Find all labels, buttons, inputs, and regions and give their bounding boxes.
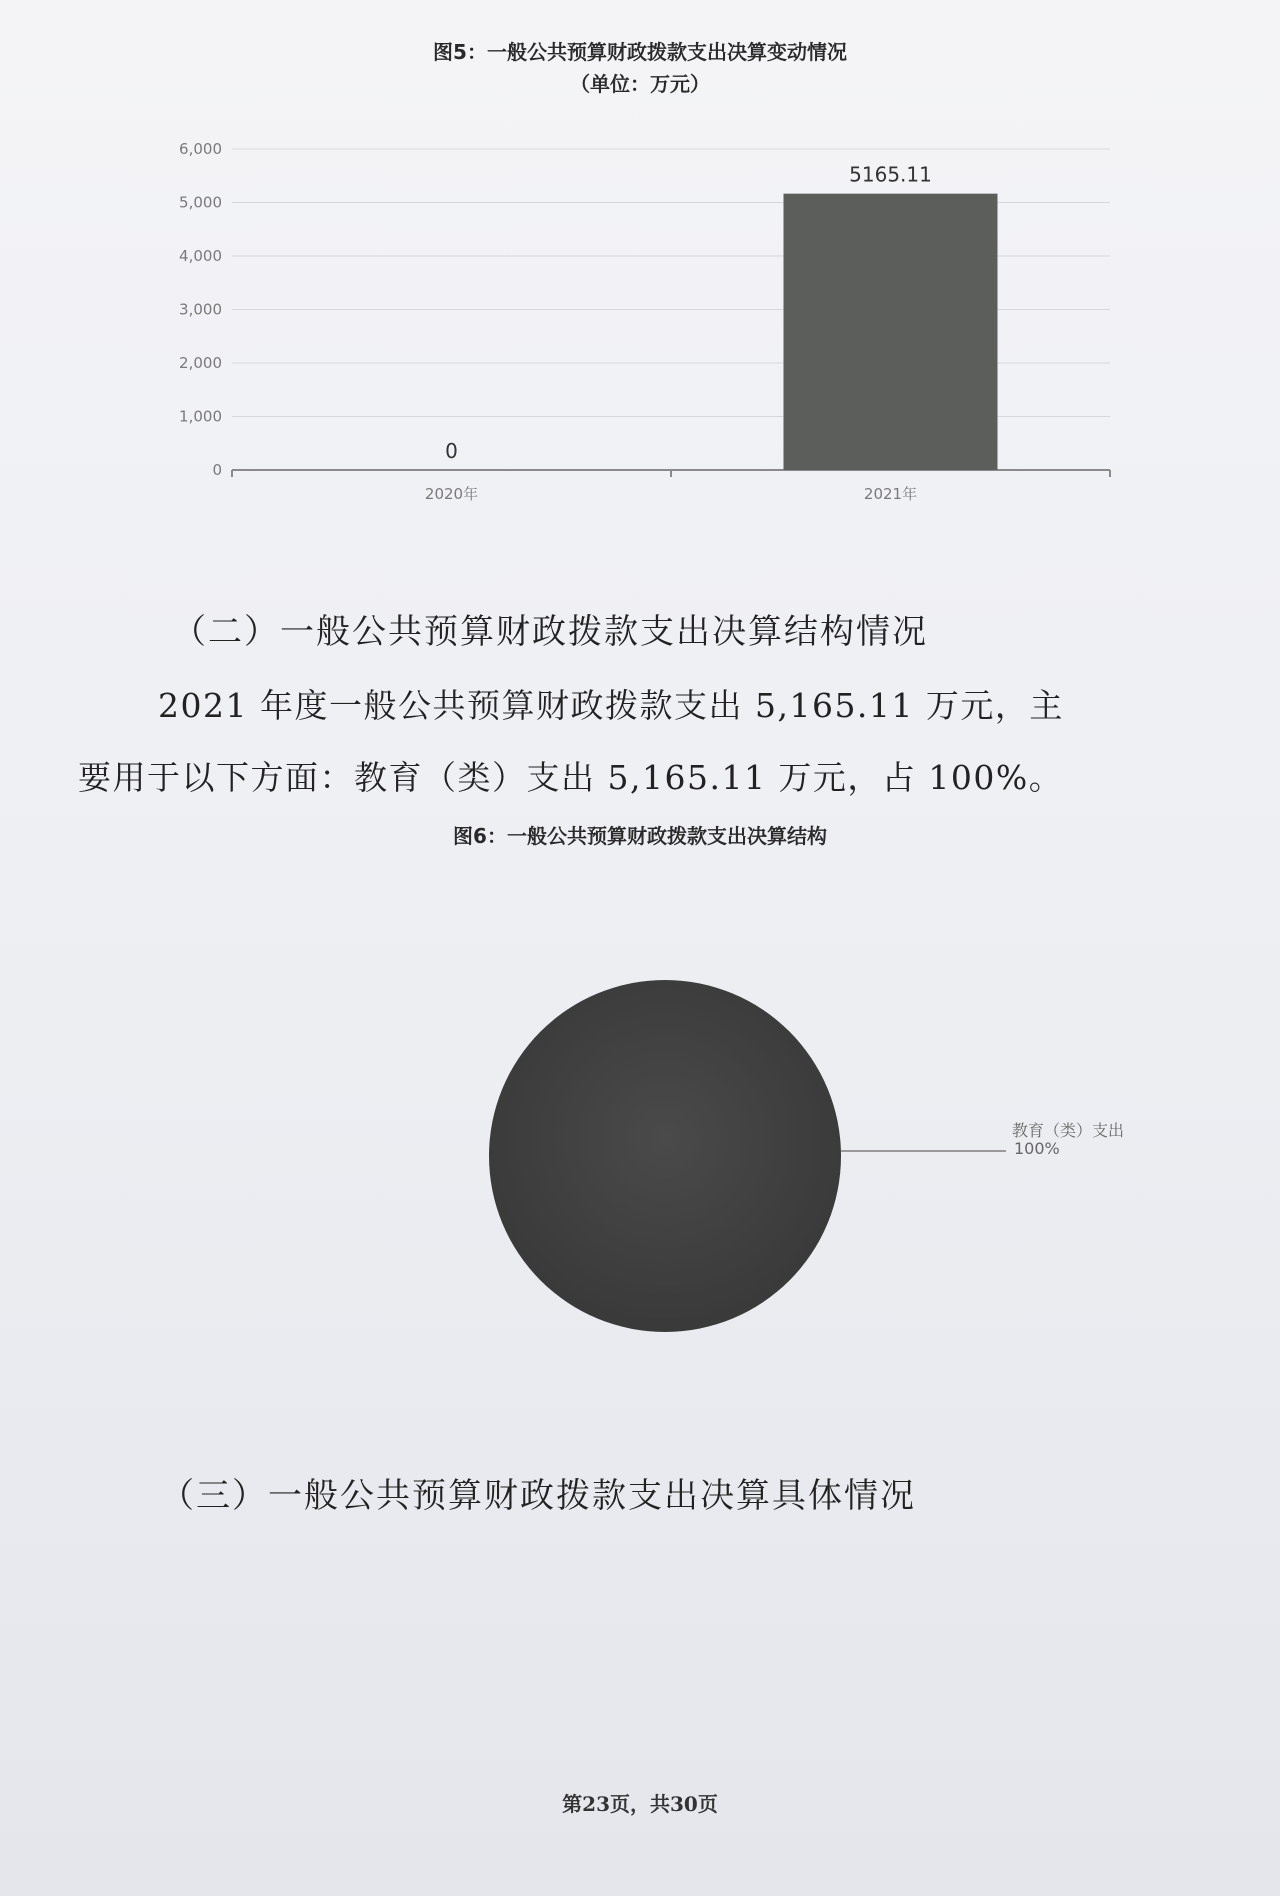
bar-data-label: 5165.11 xyxy=(849,162,932,187)
chart6-title: 图6：一般公共预算财政拨款支出决算结构 xyxy=(453,824,827,848)
section3-heading: （三）一般公共预算财政拨款支出决算具体情况 xyxy=(160,1476,916,1516)
y-tick-label: 2,000 xyxy=(179,354,222,372)
section2-paragraph-line2: 要用于以下方面：教育（类）支出 5,165.11 万元，占 100%。 xyxy=(78,758,1064,797)
section2-heading: （二）一般公共预算财政拨款支出决算结构情况 xyxy=(172,612,928,652)
page-footer: 第23页，共30页 xyxy=(562,1792,718,1816)
chart5-subtitle: （单位：万元） xyxy=(570,72,710,96)
y-tick-label: 0 xyxy=(212,461,222,479)
pie-slice-percent: 100% xyxy=(1014,1139,1060,1158)
chart5-title: 图5：一般公共预算财政拨款支出决算变动情况 xyxy=(433,40,847,64)
y-tick-label: 4,000 xyxy=(179,247,222,265)
x-tick-label: 2020年 xyxy=(424,485,479,503)
x-tick-label: 2021年 xyxy=(863,485,918,503)
pie-slice-label: 教育（类）支出 xyxy=(1012,1121,1125,1140)
section2-paragraph-line1: 2021 年度一般公共预算财政拨款支出 5,165.11 万元，主 xyxy=(158,686,1064,725)
bar-data-label: 0 xyxy=(445,439,458,463)
y-tick-label: 1,000 xyxy=(179,407,222,426)
y-tick-label: 6,000 xyxy=(179,140,222,158)
y-tick-label: 3,000 xyxy=(179,300,222,319)
y-tick-label: 5,000 xyxy=(179,193,222,212)
pie-slice-education xyxy=(489,980,841,1332)
